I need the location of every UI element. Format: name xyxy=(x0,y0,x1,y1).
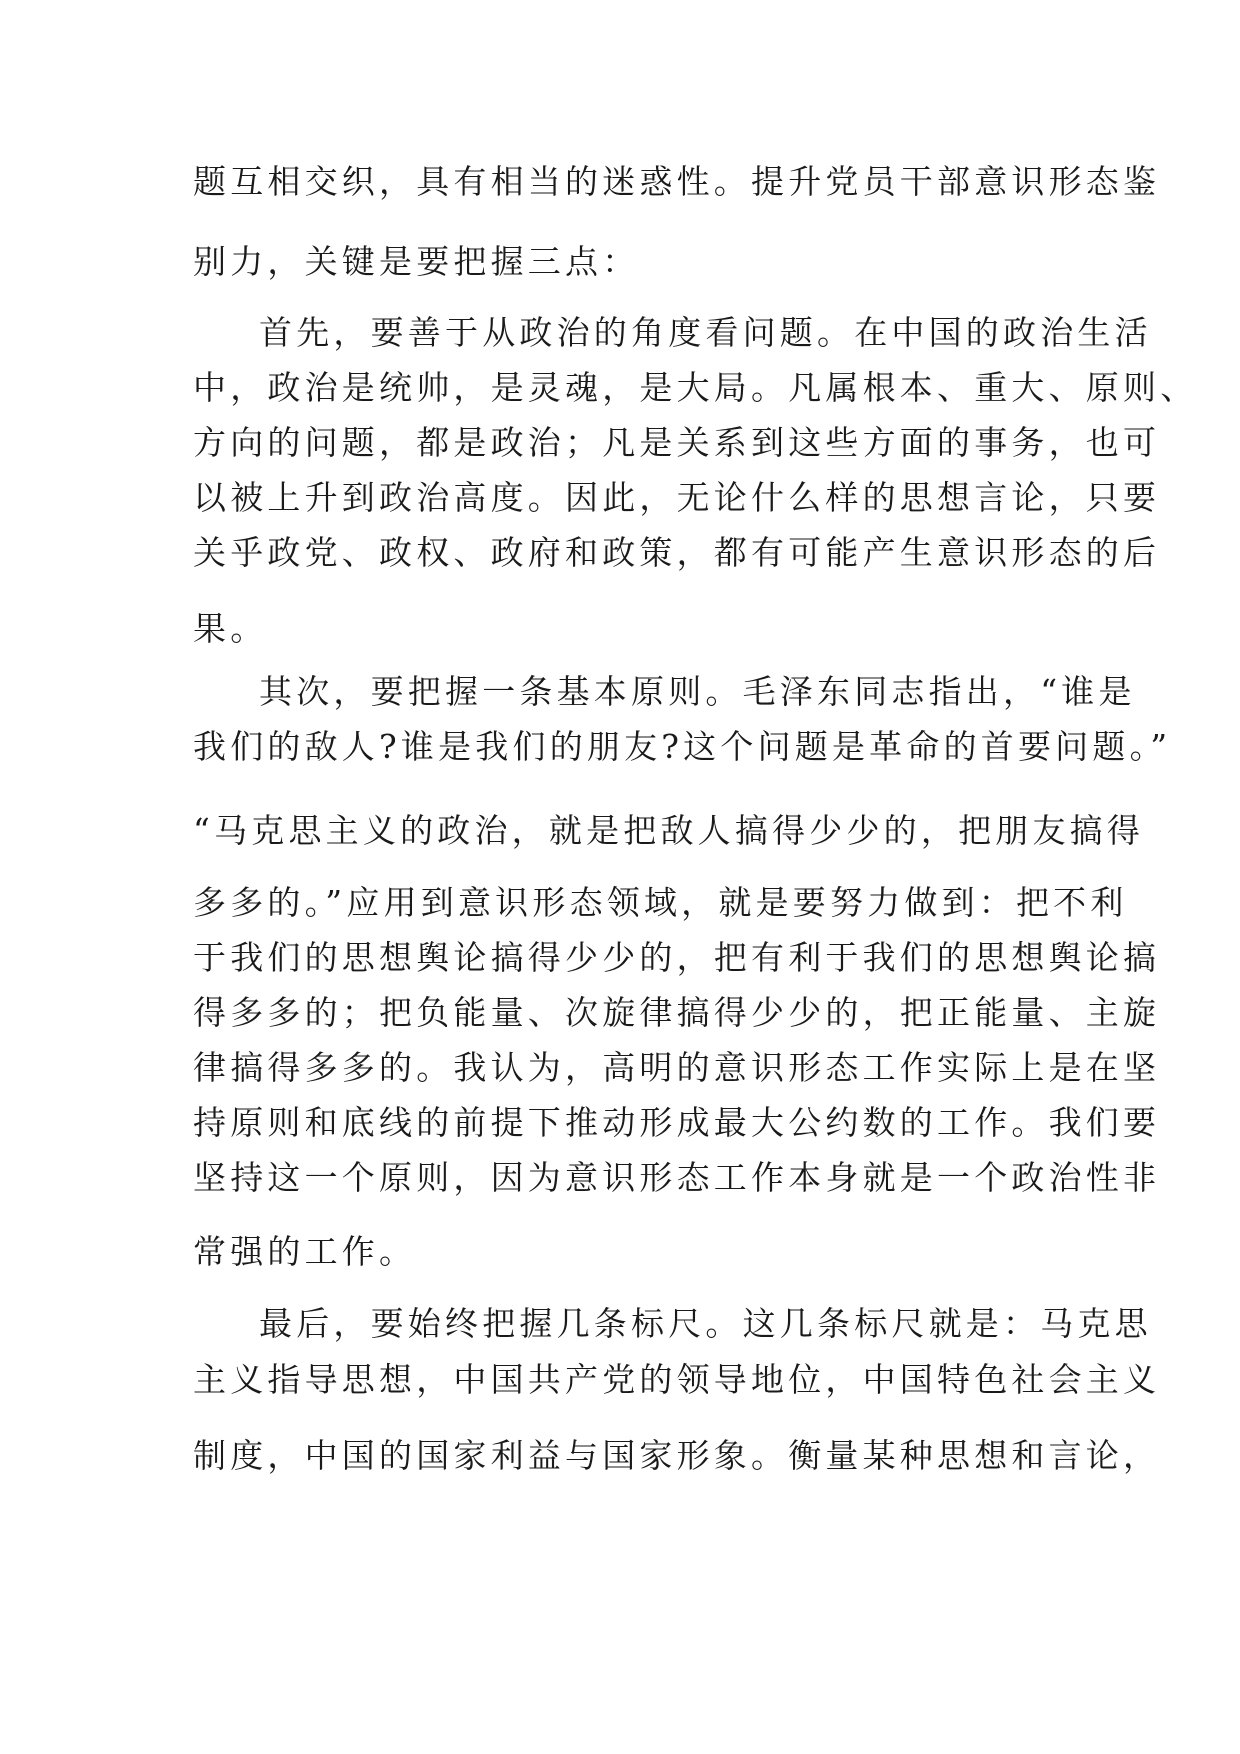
text-line: 以被上升到政治高度。因此，无论什么样的思想言论，只要 xyxy=(193,478,1161,517)
paragraph-first-line: 最后，要始终把握几条标尺。这几条标尺就是：马克思 xyxy=(259,1304,1152,1343)
paragraph-first-line: 其次，要把握一条基本原则。毛泽东同志指出，“谁是 xyxy=(259,672,1136,711)
text-line: 多多的。”应用到意识形态领域，就是要努力做到：把不利 xyxy=(193,883,1128,922)
text-line: 关乎政党、政权、政府和政策，都有可能产生意识形态的后 xyxy=(193,533,1161,572)
text-line: 律搞得多多的。我认为，高明的意识形态工作实际上是在坚 xyxy=(193,1048,1161,1087)
text-line: 得多多的；把负能量、次旋律搞得少少的，把正能量、主旋 xyxy=(193,993,1161,1032)
paragraph-first-line: 首先，要善于从政治的角度看问题。在中国的政治生活 xyxy=(259,313,1152,352)
text-line: 持原则和底线的前提下推动形成最大公约数的工作。我们要 xyxy=(193,1103,1161,1142)
text-line: 题互相交织，具有相当的迷惑性。提升党员干部意识形态鉴 xyxy=(193,162,1161,201)
text-line: 方向的问题，都是政治；凡是关系到这些方面的事务，也可 xyxy=(193,423,1161,462)
text-line: 于我们的思想舆论搞得少少的，把有利于我们的思想舆论搞 xyxy=(193,938,1161,977)
text-line: 坚持这一个原则，因为意识形态工作本身就是一个政治性非 xyxy=(193,1158,1161,1197)
text-line: 中，政治是统帅，是灵魂，是大局。凡属根本、重大、原则、 xyxy=(193,368,1198,407)
text-line: “马克思主义的政治，就是把敌人搞得少少的，把朋友搞得 xyxy=(193,811,1145,850)
text-line: 制度，中国的国家利益与国家形象。衡量某种思想和言论， xyxy=(193,1436,1161,1475)
text-line: 别力，关键是要把握三点： xyxy=(193,242,640,281)
text-line: 我们的敌人?谁是我们的朋友?这个问题是革命的首要问题。” xyxy=(193,727,1172,766)
text-line: 果。 xyxy=(193,609,268,648)
text-line: 主义指导思想，中国共产党的领导地位，中国特色社会主义 xyxy=(193,1360,1161,1399)
text-line: 常强的工作。 xyxy=(193,1232,417,1271)
